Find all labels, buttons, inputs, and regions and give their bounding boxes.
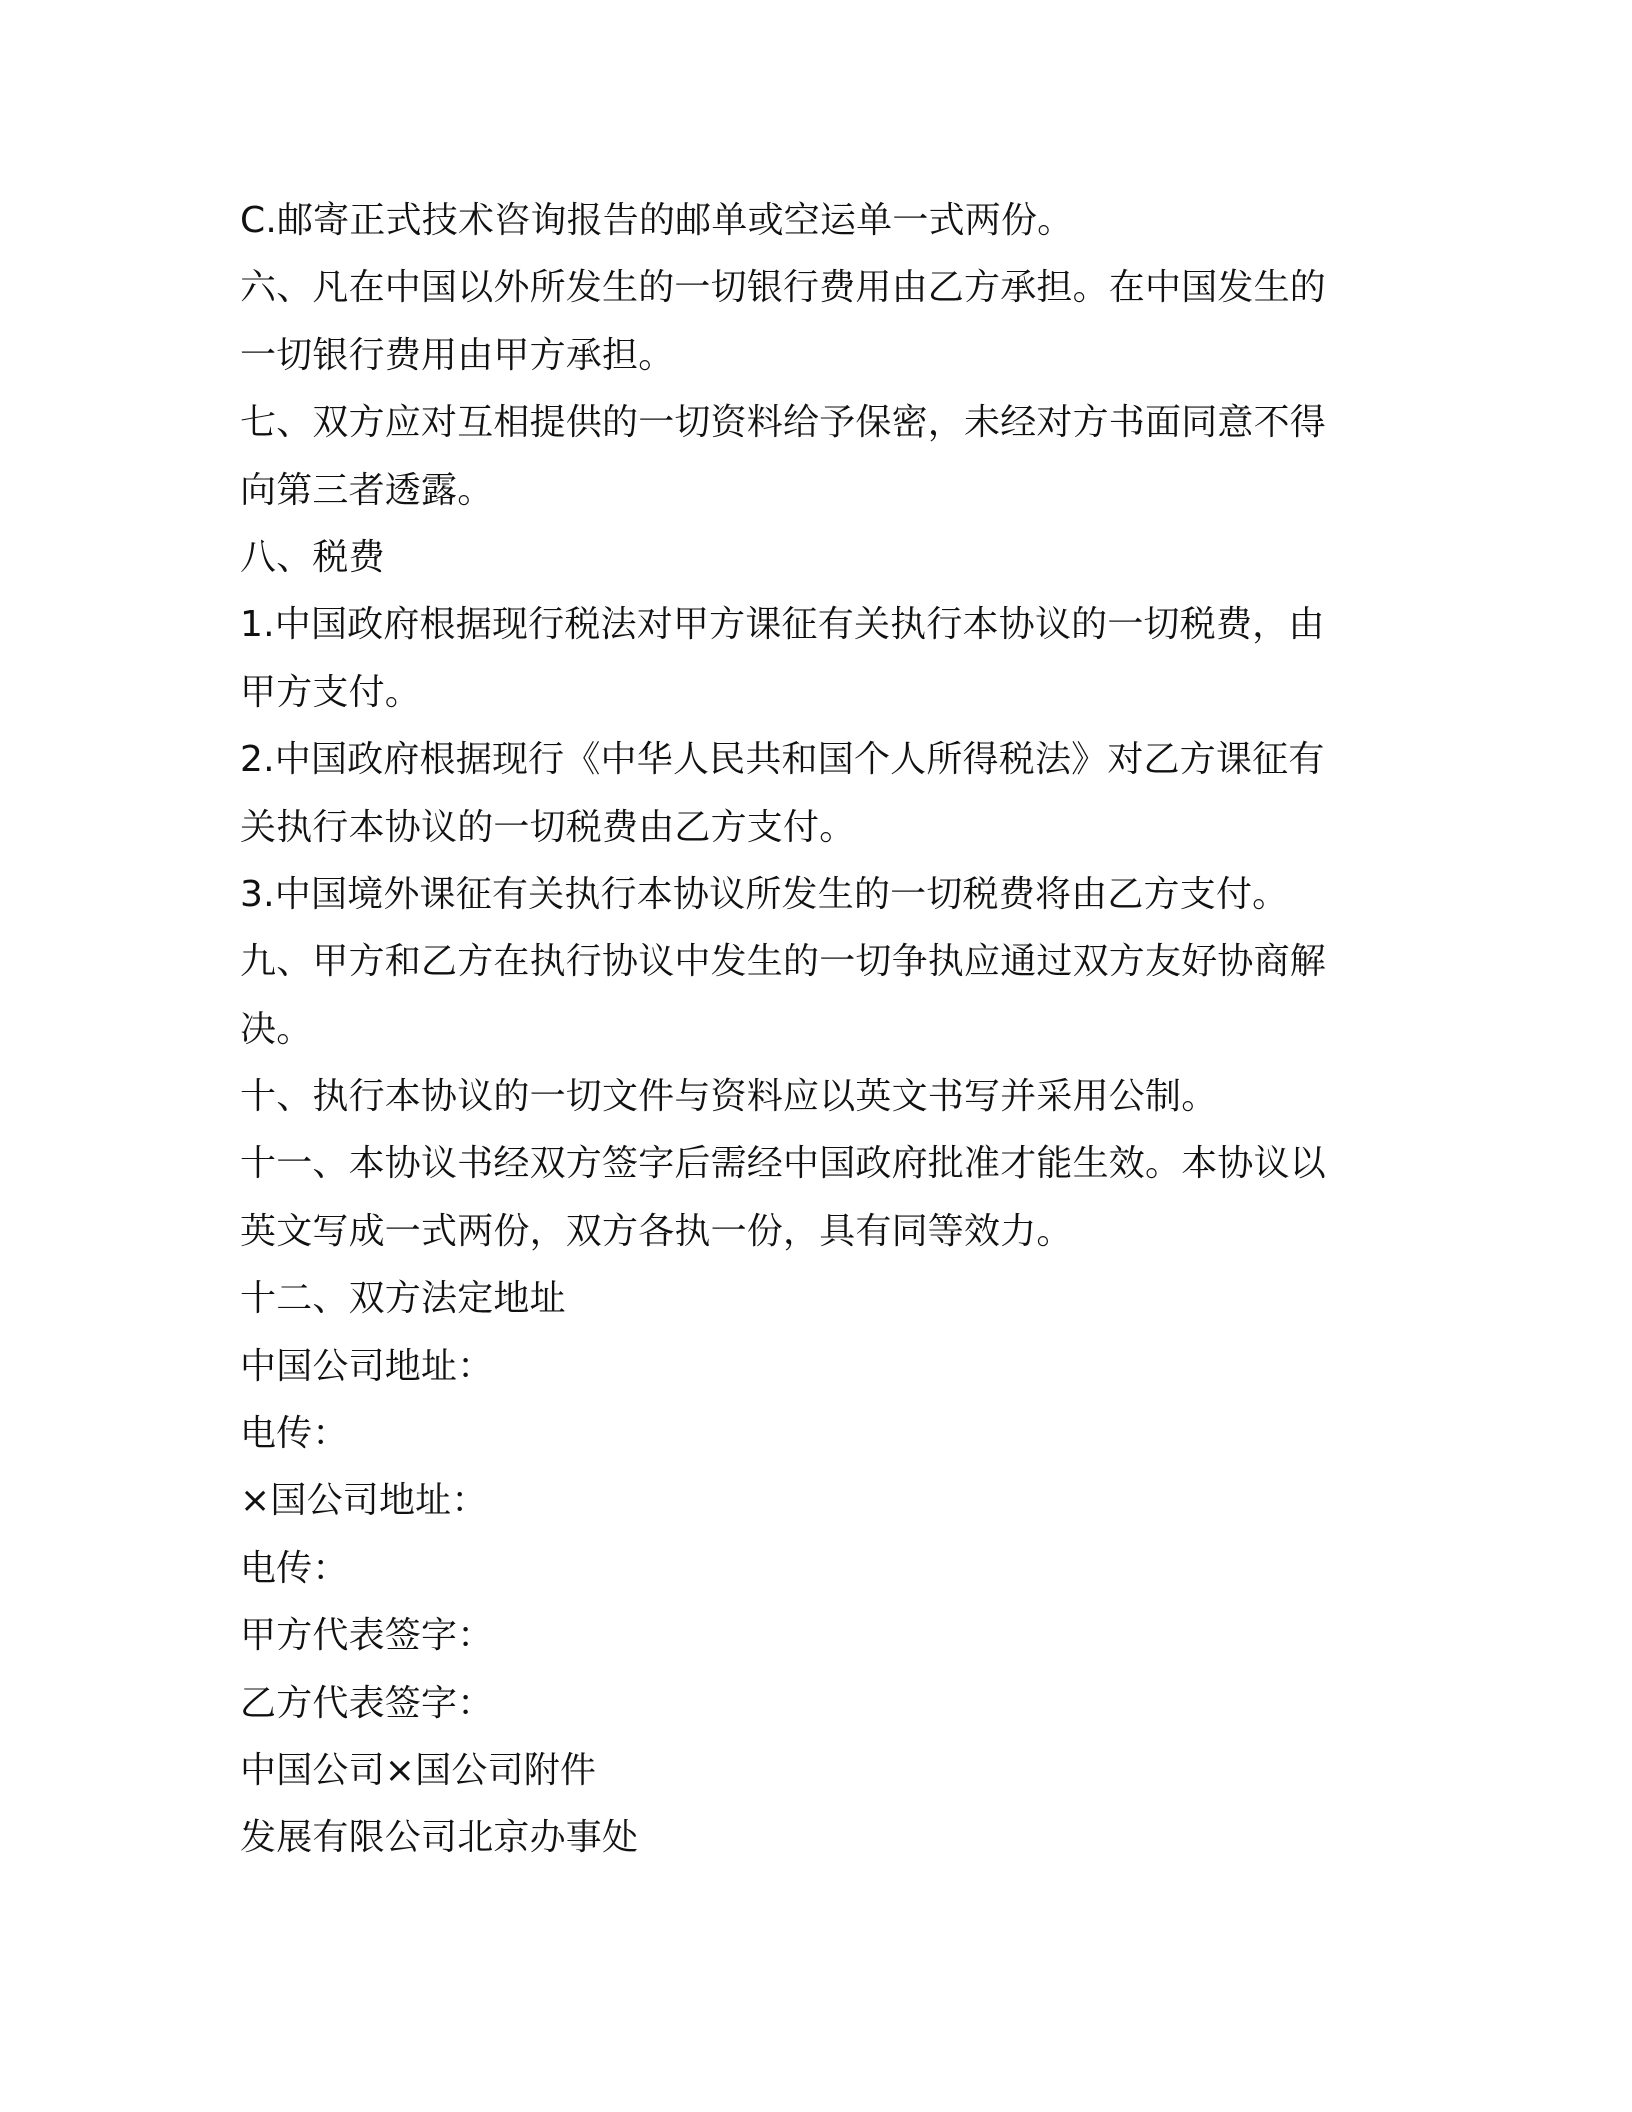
clause-8-item-1-line-1: 1.中国政府根据现行税法对甲方课征有关执行本协议的一切税费，由 (240, 604, 1325, 646)
clause-10: 十、执行本协议的一切文件与资料应以英文书写并采用公制。 (240, 1076, 1218, 1118)
foreign-company-telex-label: 电传： (240, 1547, 349, 1589)
clause-8-item-2-line-2: 关执行本协议的一切税费由乙方支付。 (240, 806, 856, 848)
clause-9-line-2: 决。 (240, 1008, 313, 1050)
clause-8-heading: 八、税费 (240, 536, 385, 578)
clause-12-heading: 十二、双方法定地址 (240, 1278, 566, 1320)
clause-8-item-3: 3.中国境外课征有关执行本协议所发生的一切税费将由乙方支付。 (240, 873, 1289, 915)
party-a-signature-label: 甲方代表签字： (240, 1615, 494, 1657)
text-line-postal-receipt: C.邮寄正式技术咨询报告的邮单或空运单一式两份。 (240, 200, 1074, 241)
clause-11-line-1: 十一、本协议书经双方签字后需经中国政府批准才能生效。本协议以 (240, 1143, 1327, 1185)
china-company-telex-label: 电传： (240, 1413, 349, 1455)
attachment-companies-line: 中国公司×国公司附件 (240, 1749, 597, 1791)
clause-11-line-2: 英文写成一式两份，双方各执一份，具有同等效力。 (240, 1210, 1073, 1252)
beijing-office-line: 发展有限公司北京办事处 (240, 1817, 639, 1859)
clause-7-line-2: 向第三者透露。 (240, 469, 494, 511)
foreign-company-address-label: ×国公司地址： (240, 1480, 488, 1522)
clause-6-line-2: 一切银行费用由甲方承担。 (240, 334, 675, 376)
china-company-address-label: 中国公司地址： (240, 1345, 494, 1387)
document-body (240, 187, 1365, 1872)
clause-9-line-1: 九、甲方和乙方在执行协议中发生的一切争执应通过双方友好协商解 (240, 941, 1327, 983)
party-b-signature-label: 乙方代表签字： (240, 1682, 494, 1724)
clause-8-item-2-line-1: 2.中国政府根据现行《中华人民共和国个人所得税法》对乙方课征有 (240, 739, 1325, 781)
clause-6-line-1: 六、凡在中国以外所发生的一切银行费用由乙方承担。在中国发生的 (240, 267, 1327, 309)
clause-7-line-1: 七、双方应对互相提供的一切资料给予保密，未经对方书面同意不得 (240, 402, 1327, 444)
clause-8-item-1-line-2: 甲方支付。 (240, 671, 422, 713)
